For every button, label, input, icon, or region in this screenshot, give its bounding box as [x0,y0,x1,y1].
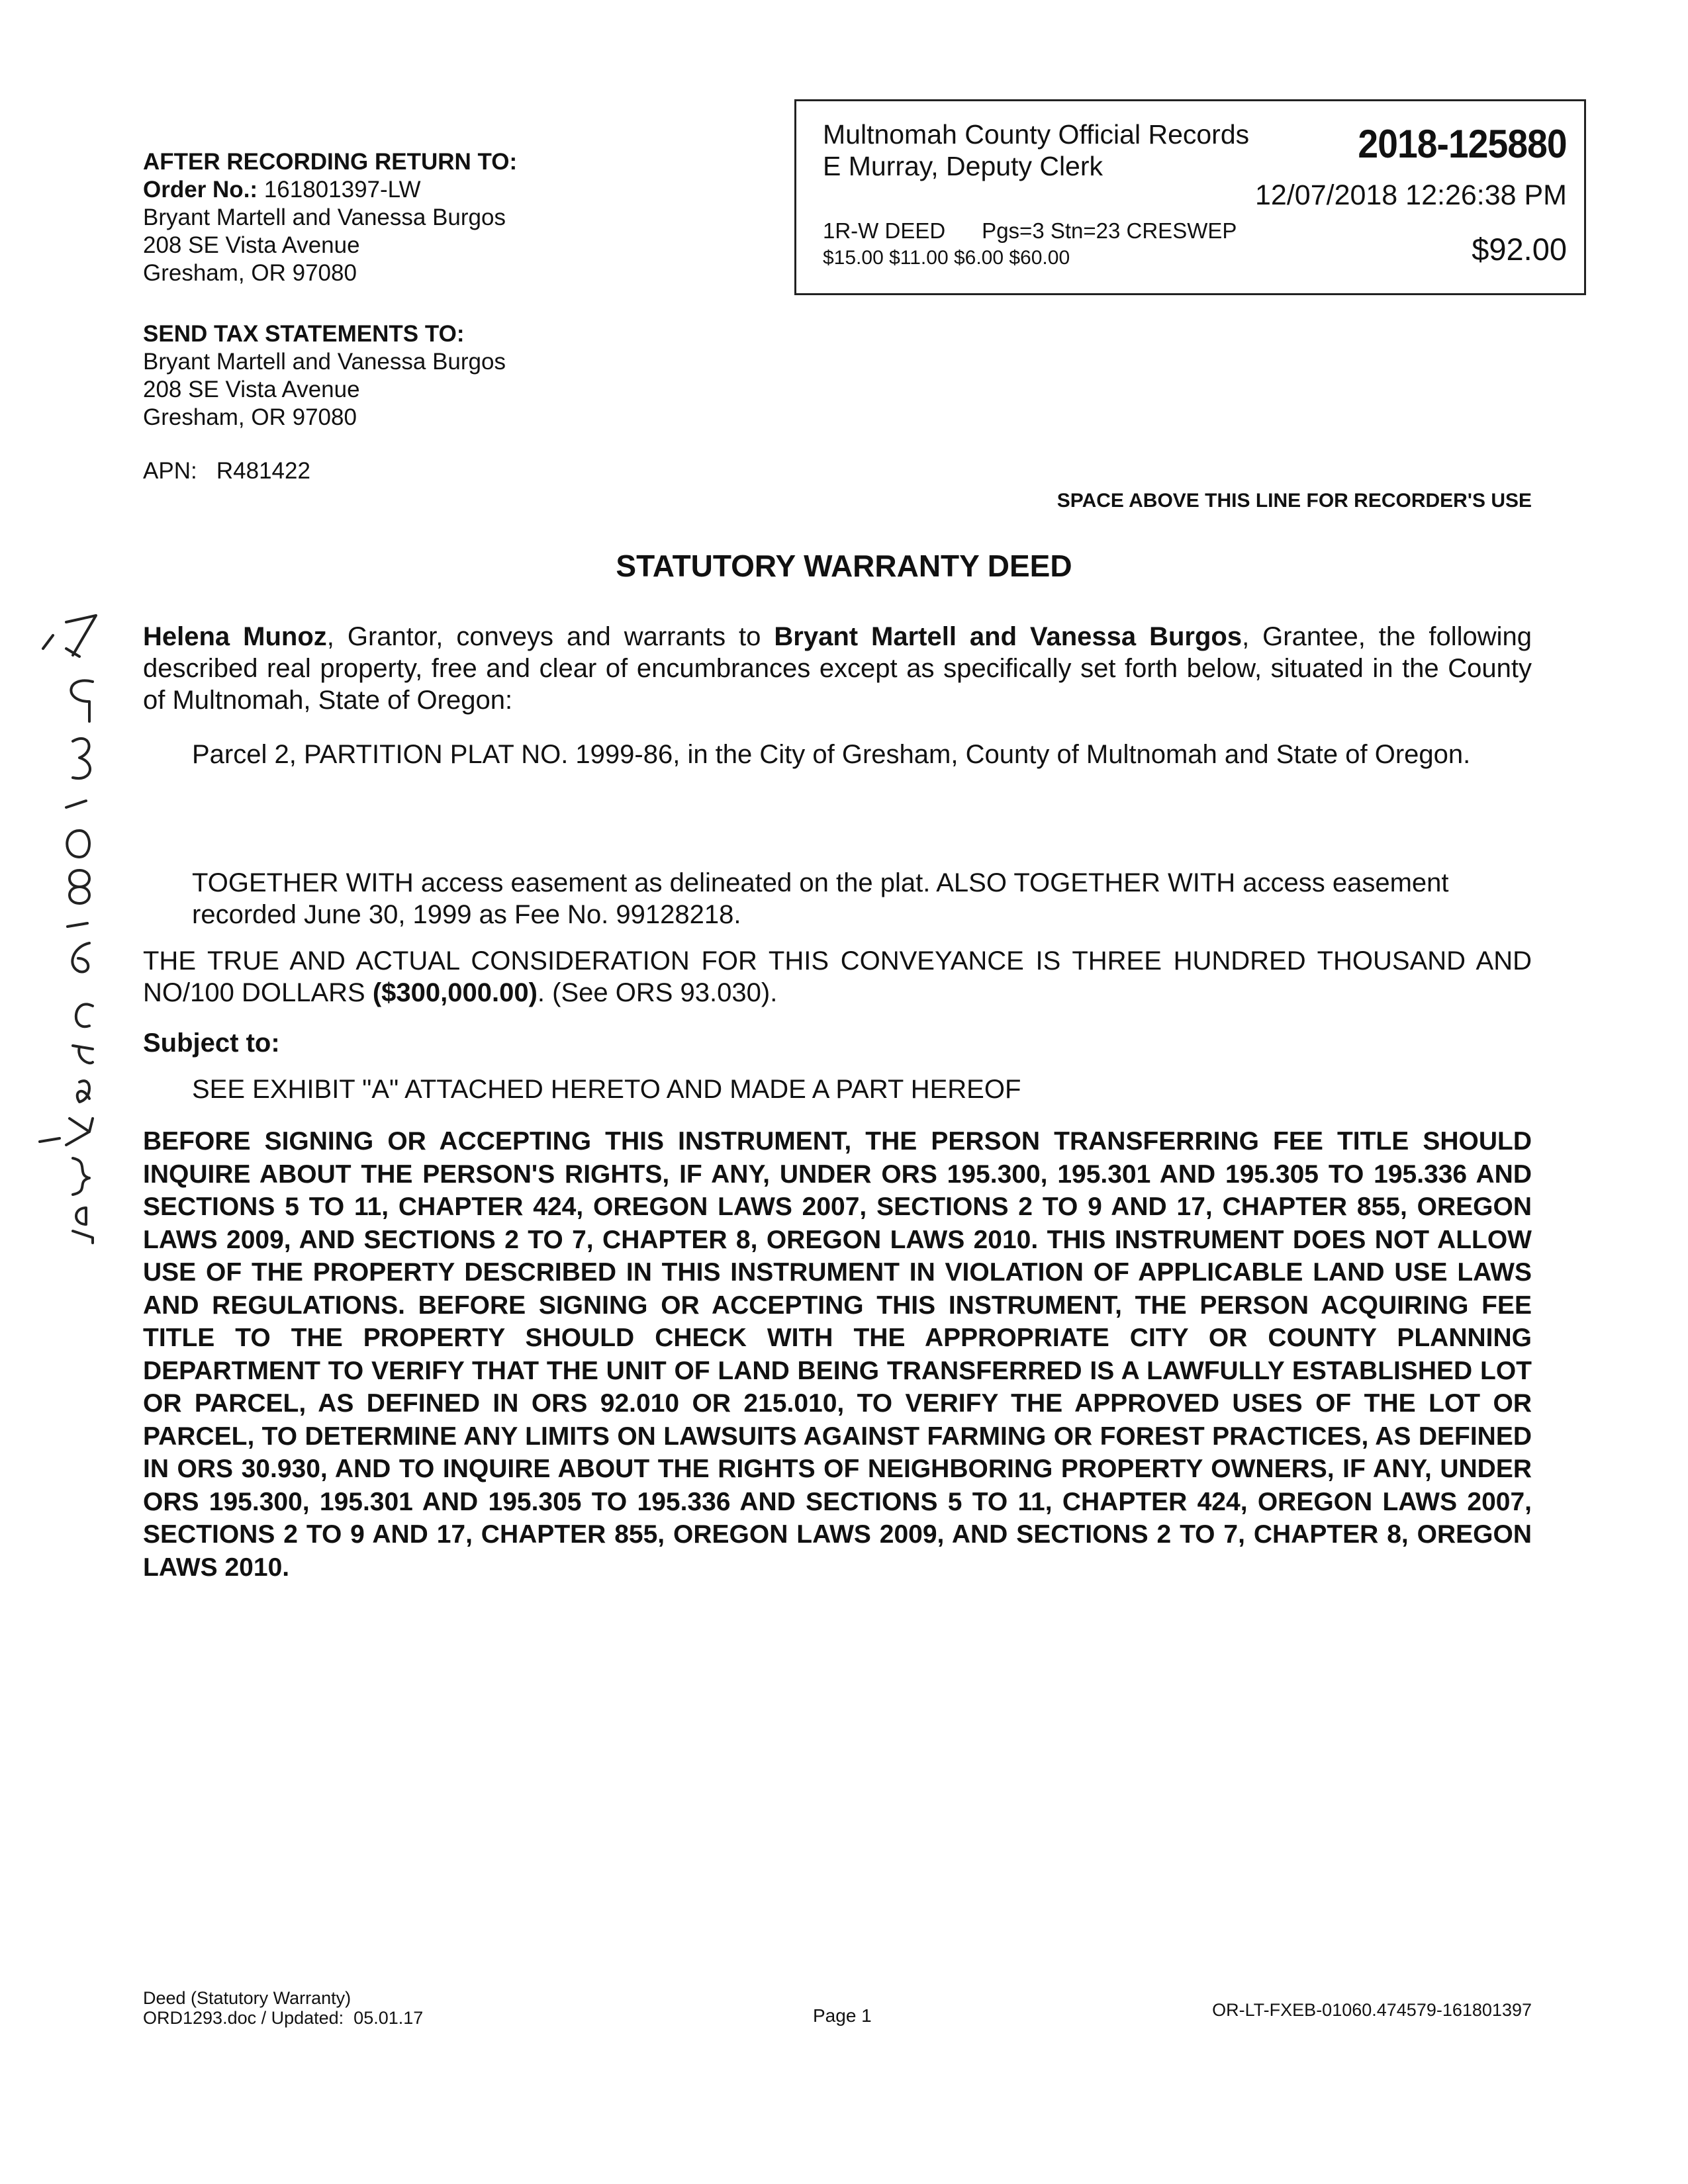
tax-statements-city: Gresham, OR 97080 [143,404,357,430]
record-datetime: 12/07/2018 12:26:38 PM [1255,179,1567,211]
recorder-space-note: SPACE ABOVE THIS LINE FOR RECORDER'S USE [1056,490,1532,512]
recording-stamp-box [794,99,1586,295]
record-fees: $15.00 $11.00 $6.00 $60.00 [823,247,1070,269]
apn: APN: R481422 [143,458,310,484]
recording-clerk: E Murray, Deputy Clerk [823,151,1103,181]
consideration-amount: ($300,000.00) [372,978,538,1007]
return-to-heading: AFTER RECORDING RETURN TO: [143,149,518,175]
footer-page-number: Page 1 [813,2005,872,2026]
tax-statements-block [143,320,506,432]
return-to-street: 208 SE Vista Avenue [143,232,360,258]
order-line [143,176,517,204]
subject-to-label: Subject to: [143,1028,280,1058]
footer-document-id: OR-LT-FXEB-01060.474579-161801397 [1212,2000,1532,2020]
tax-statements-street: 208 SE Vista Avenue [143,377,360,402]
grant-text-2: , Grantee, the following described real property, free and clear of encumbrances except as specifically set forth below, situated in the County of Multnomah, State of Oregon: [143,622,1532,715]
order-label: Order No.: [143,177,258,203]
grant-paragraph [143,621,1532,716]
tax-statements-heading: SEND TAX STATEMENTS TO: [143,321,465,347]
tax-statements-name: Bryant Martell and Vanessa Burgos [143,349,506,375]
return-to-city: Gresham, OR 97080 [143,260,357,286]
consideration-text-2: . (See ORS 93.030). [537,978,778,1007]
recording-office: Multnomah County Official Records [823,119,1250,150]
deed-title: STATUTORY WARRANTY DEED [616,549,1072,583]
record-total: $92.00 [1472,232,1567,267]
footer-form-info [143,1988,423,2028]
footer-form-name: Deed (Statutory Warranty) [143,1988,352,2008]
return-to-name: Bryant Martell and Vanessa Burgos [143,205,506,230]
consideration-paragraph [143,945,1532,1009]
grantee-name: Bryant Martell and Vanessa Burgos [774,622,1243,651]
footer-form-file: ORD1293.doc / Updated: 05.01.17 [143,2008,424,2028]
record-doc-code: 1R-W DEED Pgs=3 Stn=23 CRESWEP [823,218,1237,243]
record-number: 2018-125880 [1358,122,1567,166]
order-number: 161801397-LW [263,177,421,203]
parcel-description: Parcel 2, PARTITION PLAT NO. 1999-86, in the City of Gresham, County of Multnomah and State of Oregon. [192,740,1471,769]
handwritten-note-lawyers-161801397 [26,609,119,1244]
grantor-name: Helena Munoz [143,622,327,651]
return-to-block [143,148,517,287]
ors-warning-statement: BEFORE SIGNING OR ACCEPTING THIS INSTRUMENT, THE PERSON TRANSFERRING FEE TITLE SHOULD INQUIRE ABOUT THE PERSON'S RIGHTS, IF ANY, UNDER ORS 195.300, 195.301 AND 195.305 TO 195.336 AND SECTIONS 5 TO 11, CHAPTER 424, OREGON LAWS 2007, SECTIONS 2 TO 9 AND 17, CHAPTER 855, OREGON LAWS 2009, AND SECTIONS 2 TO 7, CHAPTER 8, OREGON LAWS 2010. THIS INSTRUMENT DOES NOT ALLOW USE OF THE PROPERTY DESCRIBED IN THIS INSTRUMENT IN VIOLATION OF APPLICABLE LAND USE LAWS AND REGULATIONS. BEFORE SIGNING OR ACCEPTING THIS INSTRUMENT, THE PERSON ACQUIRING FEE TITLE TO THE PROPERTY SHOULD CHECK WITH THE APPROPRIATE CITY OR COUNTY PLANNING DEPARTMENT TO VERIFY THAT THE UNIT OF LAND BEING TRANSFERRED IS A LAWFULLY ESTABLISHED LOT OR PARCEL, AS DEFINED IN ORS 92.010 OR 215.010, TO VERIFY THE APPROVED USES OF THE LOT OR PARCEL, TO DETERMINE ANY LIMITS ON LAWSUITS AGAINST FARMING OR FOREST PRACTICES, AS DEFINED IN ORS 30.930, AND TO INQUIRE ABOUT THE RIGHTS OF NEIGHBORING PROPERTY OWNERS, IF ANY, UNDER ORS 195.300, 195.301 AND 195.305 TO 195.336 AND SECTIONS 5 TO 11, CHAPTER 424, OREGON LAWS 2007, SECTIONS 2 TO 9 AND 17, CHAPTER 855, OREGON LAWS 2009, AND SECTIONS 2 TO 7, CHAPTER 8, OREGON LAWS 2010. [143,1127,1532,1582]
grant-text-1: , Grantor, conveys and warrants to [326,622,774,651]
consideration-text-1: THE TRUE AND ACTUAL CONSIDERATION FOR THIS CONVEYANCE IS THREE HUNDRED THOUSAND AND NO/100 DOLLARS [143,946,1532,1007]
together-with-clause: TOGETHER WITH access easement as delineated on the plat. ALSO TOGETHER WITH access easement recorded June 30, 1999 as Fee No. 99128218. [192,868,1449,929]
exhibit-reference: SEE EXHIBIT "A" ATTACHED HERETO AND MADE A PART HEREOF [192,1075,1021,1104]
